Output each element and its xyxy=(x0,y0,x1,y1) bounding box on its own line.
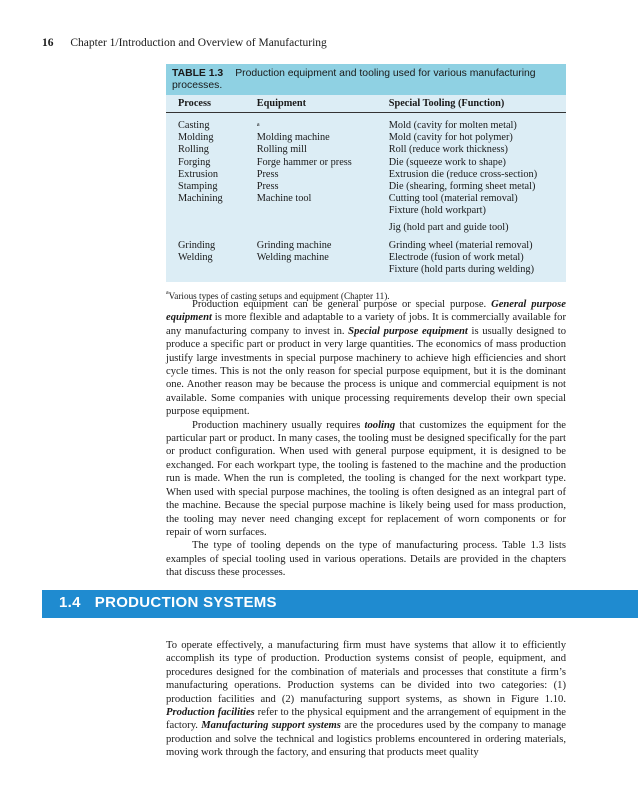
section-heading xyxy=(59,594,277,611)
table-rows xyxy=(166,120,566,276)
cell-tooling: Cutting tool (material removal) xyxy=(388,193,518,205)
cell-equipment xyxy=(257,193,389,205)
cell-process xyxy=(178,264,257,276)
cell-tooling: Grinding wheel (material removal) xyxy=(388,239,533,251)
cell-process: Forging xyxy=(178,156,211,168)
term-manufacturing-support-systems: Manufacturing support systems xyxy=(201,720,341,732)
text-run: To operate effectively, a manufacturing firm must have systems that allow it to efficiently accomplish its type of production. Production systems consist of people, equipment, and procedures designed for the combination of materials and processes that constitute a firm’s manufacturing operations. Production systems can be divided into two categories: (1) production facilities and (2) manufacturing support systems, as shown in Figure 1.10. xyxy=(166,640,566,705)
section-body-text xyxy=(166,639,566,760)
table-row xyxy=(166,252,566,264)
cell-tooling: Die (squeeze work to shape) xyxy=(388,156,506,168)
cell-tooling: Fixture (hold parts during welding) xyxy=(388,264,535,276)
text-run: are the procedures used by the company to manage production and solve the technical and logistics problems encountered in ordering materials, moving work through the factory, and ensuring that products meet quality xyxy=(166,720,566,759)
term-tooling: tooling xyxy=(364,419,396,431)
table-body xyxy=(166,95,566,282)
section-title: PRODUCTION SYSTEMS xyxy=(94,594,277,611)
table-row xyxy=(166,193,566,205)
cell-process xyxy=(178,205,257,217)
cell-equipment xyxy=(257,240,389,252)
section-heading-bar xyxy=(42,590,638,618)
running-header xyxy=(42,37,327,49)
term-production-facilities: Production facilities xyxy=(166,707,255,719)
cell-equipment-text: Machine tool xyxy=(256,193,312,205)
cell-equipment-text: Welding machine xyxy=(256,252,329,264)
cell-equipment xyxy=(257,120,389,132)
column-header-equipment: Equipment xyxy=(256,98,306,109)
cell-process: Rolling xyxy=(178,144,209,156)
term-general-purpose-equipment: General purpose equipment xyxy=(166,299,566,324)
text-run: is more flexible and adaptable to a variety of jobs. It is commercially available for any manufacturing company to invest in. xyxy=(166,312,566,337)
text-run: that customizes the equipment for the particular part or product. In many cases, the tooling must be designed specifically for the part or product configuration. When used with general purpose equipment, it is designed to be exchanged. For each workpart type, the tooling is fastened to the machine and the production run is made. When the run is completed, the tooling is changed for the next workpart type. When used with special purpose machines, the tooling is often designed as an integral part of the machine. Because the special purpose machine is likely being used for mass production, the tooling may never need changing except for replacement of worn components or for repair of worn surfaces. xyxy=(166,419,567,538)
text-run: refer to the physical equipment and the arrangement of equipment in the factory. xyxy=(166,707,567,732)
table-title: Production equipment and tooling used for various manufacturing processes. xyxy=(172,68,536,91)
table-row xyxy=(166,240,566,252)
cell-tooling: Extrusion die (reduce cross-section) xyxy=(388,168,538,180)
text-run: Production machinery usually requires xyxy=(192,419,365,431)
text-run: Production equipment can be general purpose or special purpose. xyxy=(192,299,492,310)
cell-process: Machining xyxy=(178,193,223,205)
table-row xyxy=(166,157,566,169)
column-header-tooling: Special Tooling (Function) xyxy=(388,98,505,109)
table-row xyxy=(166,264,566,276)
cell-equipment xyxy=(257,181,389,193)
cell-equipment-text: Grinding machine xyxy=(256,239,332,251)
cell-process: Grinding xyxy=(178,239,216,251)
cell-process: Welding xyxy=(178,252,213,264)
paragraph-production-systems xyxy=(166,639,566,760)
cell-equipment xyxy=(257,252,389,264)
cell-process: Stamping xyxy=(178,181,218,193)
cell-equipment xyxy=(257,169,389,181)
cell-equipment xyxy=(257,264,389,276)
table-caption xyxy=(166,64,566,95)
table-row xyxy=(166,144,566,156)
paragraph-tooling-types: The type of tooling depends on the type of manufacturing process. Table 1.3 lists examples of special tooling used in various operations. Details are provided in the chapters that discuss these processes. xyxy=(166,540,566,579)
table-row xyxy=(166,222,566,234)
cell-process: Casting xyxy=(178,120,210,131)
cell-tooling: Mold (cavity for molten metal) xyxy=(388,120,517,131)
cell-equipment-text: Press xyxy=(256,181,279,193)
body-text xyxy=(166,298,566,580)
table-number: TABLE 1.3 xyxy=(172,68,224,79)
cell-equipment-text: Forge hammer or press xyxy=(256,156,352,168)
text-run: is usually designed to produce a specific part or product in very large quantities. The economics of mass production justify large investments in special purpose machinery to achieve high efficiencies and short cycle times. This is not the only reason for special purpose equipment, but it is the dominant one. Another reason may be because the process is unique and commercial equipment is not available. Some companies with unique processing requirements develop their own special purpose equipment. xyxy=(166,325,566,418)
cell-tooling: Fixture (hold workpart) xyxy=(388,205,486,217)
running-title: Chapter 1/Introduction and Overview of Manufacturing xyxy=(70,37,327,49)
cell-equipment-text: Rolling mill xyxy=(256,144,307,156)
section-number: 1.4 xyxy=(59,594,81,611)
cell-equipment xyxy=(257,205,389,217)
table-row xyxy=(166,120,566,132)
cell-tooling: Mold (cavity for hot polymer) xyxy=(388,132,513,144)
cell-tooling: Jig (hold part and guide tool) xyxy=(388,221,509,233)
table-row xyxy=(166,132,566,144)
cell-tooling: Die (shearing, forming sheet metal) xyxy=(388,181,536,193)
table-1-3 xyxy=(166,64,566,301)
footnote-mark: a xyxy=(166,290,169,297)
table-header-row xyxy=(166,95,566,113)
cell-equipment xyxy=(257,222,389,234)
cell-tooling: Roll (reduce work thickness) xyxy=(388,144,508,156)
footnote-text: Various types of casting setups and equipment (Chapter 11). xyxy=(168,291,390,302)
cell-process: Extrusion xyxy=(178,168,219,180)
footnote-reference: a xyxy=(256,121,260,128)
table-row xyxy=(166,181,566,193)
paragraph-tooling xyxy=(166,419,566,540)
term-special-purpose-equipment: Special purpose equipment xyxy=(348,325,468,337)
cell-equipment xyxy=(257,132,389,144)
page-number: 16 xyxy=(42,37,54,49)
cell-equipment xyxy=(257,157,389,169)
cell-tooling: Electrode (fusion of work metal) xyxy=(388,252,524,264)
cell-equipment xyxy=(257,144,389,156)
cell-equipment-text: Press xyxy=(256,168,279,180)
cell-equipment-text: Molding machine xyxy=(256,132,330,144)
cell-process xyxy=(178,222,257,234)
cell-process: Molding xyxy=(178,132,214,144)
column-header-process: Process xyxy=(178,98,211,109)
paragraph-equipment xyxy=(166,298,566,419)
table-row xyxy=(166,169,566,181)
table-row xyxy=(166,205,566,217)
